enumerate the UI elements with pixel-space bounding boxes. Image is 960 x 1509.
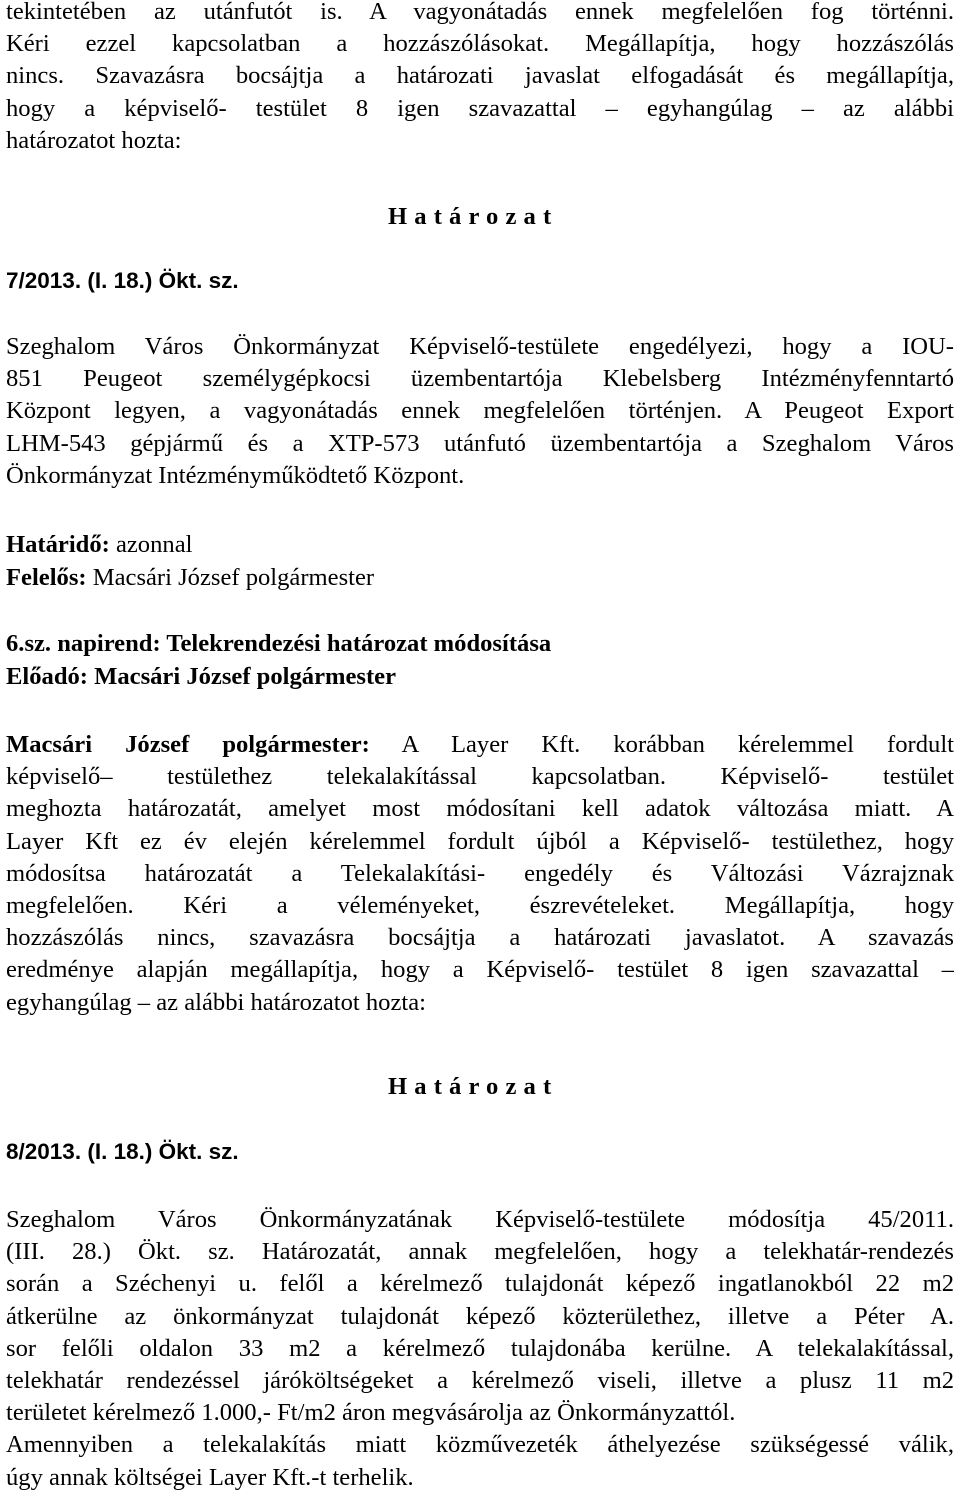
agenda-title: 6.sz. napirend: Telekrendezési határozat módosítása bbox=[6, 630, 552, 657]
responsible-label: Felelős: bbox=[6, 564, 87, 591]
resolution-body bbox=[6, 1204, 954, 1494]
deadline-label: Határidő: bbox=[6, 531, 110, 558]
text-line: hozzászólás nincs, szavazásra bocsájtja a határozati javaslatot. A szavazás bbox=[6, 924, 954, 952]
intro-paragraph bbox=[6, 0, 954, 157]
resolution-number: 7/2013. (I. 18.) Ökt. sz. bbox=[6, 268, 239, 293]
text-line: képviselő– testülethez telekalakítással kapcsolatban. Képviselő- testület bbox=[6, 763, 954, 791]
text-line: (III. 28.) Ökt. sz. Határozatát, annak megfelelően, hogy a telekhatár-rendezés bbox=[6, 1238, 954, 1266]
resolution-heading: H a t á r o z a t bbox=[388, 203, 552, 230]
agenda-presenter: Előadó: Macsári József polgármester bbox=[6, 663, 396, 690]
text-line: 851 Peugeot személygépkocsi üzembentartója Klebelsberg Intézményfenntartó bbox=[6, 365, 954, 393]
text-line: Kéri ezzel kapcsolatban a hozzászólásokat. Megállapítja, hogy hozzászólás bbox=[6, 30, 954, 58]
resolution-body bbox=[6, 331, 954, 492]
text-line: Szeghalom Város Önkormányzatának Képviselő-testülete módosítja 45/2011. bbox=[6, 1206, 954, 1233]
text-line: Amennyiben a telekalakítás miatt közművezeték áthelyezése szükségessé válik, bbox=[6, 1431, 954, 1459]
text-line: úgy annak költségei Layer Kft.-t terhelik. bbox=[6, 1463, 414, 1491]
text-line: megfelelően. Kéri a véleményeket, észrevételeket. Megállapítja, hogy bbox=[6, 892, 954, 920]
resolution-number: 8/2013. (I. 18.) Ökt. sz. bbox=[6, 1139, 239, 1164]
text-line: egyhangúlag – az alábbi határozatot hozta: bbox=[6, 988, 426, 1016]
text-line: hogy a képviselő- testület 8 igen szavazattal – egyhangúlag – az alábbi bbox=[6, 94, 954, 122]
text-line: során a Széchenyi u. felől a kérelmező tulajdonát képező ingatlanokból 22 m2 bbox=[6, 1270, 954, 1298]
text-line: módosítsa határozatát a Telekalakítási- engedély és Változási Vázrajznak bbox=[6, 859, 954, 887]
speech-first-line: A Layer Kft. korábban kérelemmel fordult bbox=[369, 731, 954, 758]
text-line: Szeghalom Város Önkormányzat Képviselő-testülete engedélyezi, hogy a IOU- bbox=[6, 333, 954, 360]
text-line bbox=[6, 729, 954, 761]
text-line: eredménye alapján megállapítja, hogy a Képviselő- testület 8 igen szavazattal – bbox=[6, 956, 954, 984]
text-line: határozatot hozta: bbox=[6, 126, 182, 154]
deadline-line bbox=[6, 529, 954, 561]
responsible-value: Macsári József polgármester bbox=[86, 564, 375, 591]
text-line: telekhatár rendezéssel járóköltségeket a kérelmező viseli, illetve a plusz 11 m2 bbox=[6, 1367, 954, 1395]
text-line: LHM-543 gépjármű és a XTP-573 utánfutó üzembentartója a Szeghalom Város bbox=[6, 429, 954, 457]
text-line: területet kérelmező 1.000,- Ft/m2 áron megvásárolja az Önkormányzattól. bbox=[6, 1399, 736, 1427]
text-line: Központ legyen, a vagyonátadás ennek megfelelően történjen. A Peugeot Export bbox=[6, 397, 954, 425]
text-line: tekintetében az utánfutót is. A vagyonátadás ennek megfelelően fog történni. bbox=[6, 0, 954, 25]
text-line: nincs. Szavazásra bocsájtja a határozati javaslat elfogadását és megállapítja, bbox=[6, 62, 954, 90]
responsible-line bbox=[6, 562, 954, 594]
resolution-heading: H a t á r o z a t bbox=[388, 1073, 552, 1100]
speech-paragraph bbox=[6, 729, 954, 1019]
deadline-value: azonnal bbox=[109, 531, 193, 558]
text-line: átkerülne az önkormányzat tulajdonát képező közterülethez, illetve a Péter A. bbox=[6, 1302, 954, 1330]
text-line: meghozta határozatát, amelyet most módosítani kell adatok változása miatt. A bbox=[6, 795, 954, 823]
text-line: Önkormányzat Intézményműködtető Központ. bbox=[6, 461, 465, 489]
text-line: sor felőli oldalon 33 m2 a kérelmező tulajdonába kerülne. A telekalakítással, bbox=[6, 1334, 954, 1362]
speaker-name: Macsári József polgármester: bbox=[6, 731, 370, 758]
text-line: Layer Kft ez év elején kérelemmel fordult újból a Képviselő- testülethez, hogy bbox=[6, 827, 954, 855]
